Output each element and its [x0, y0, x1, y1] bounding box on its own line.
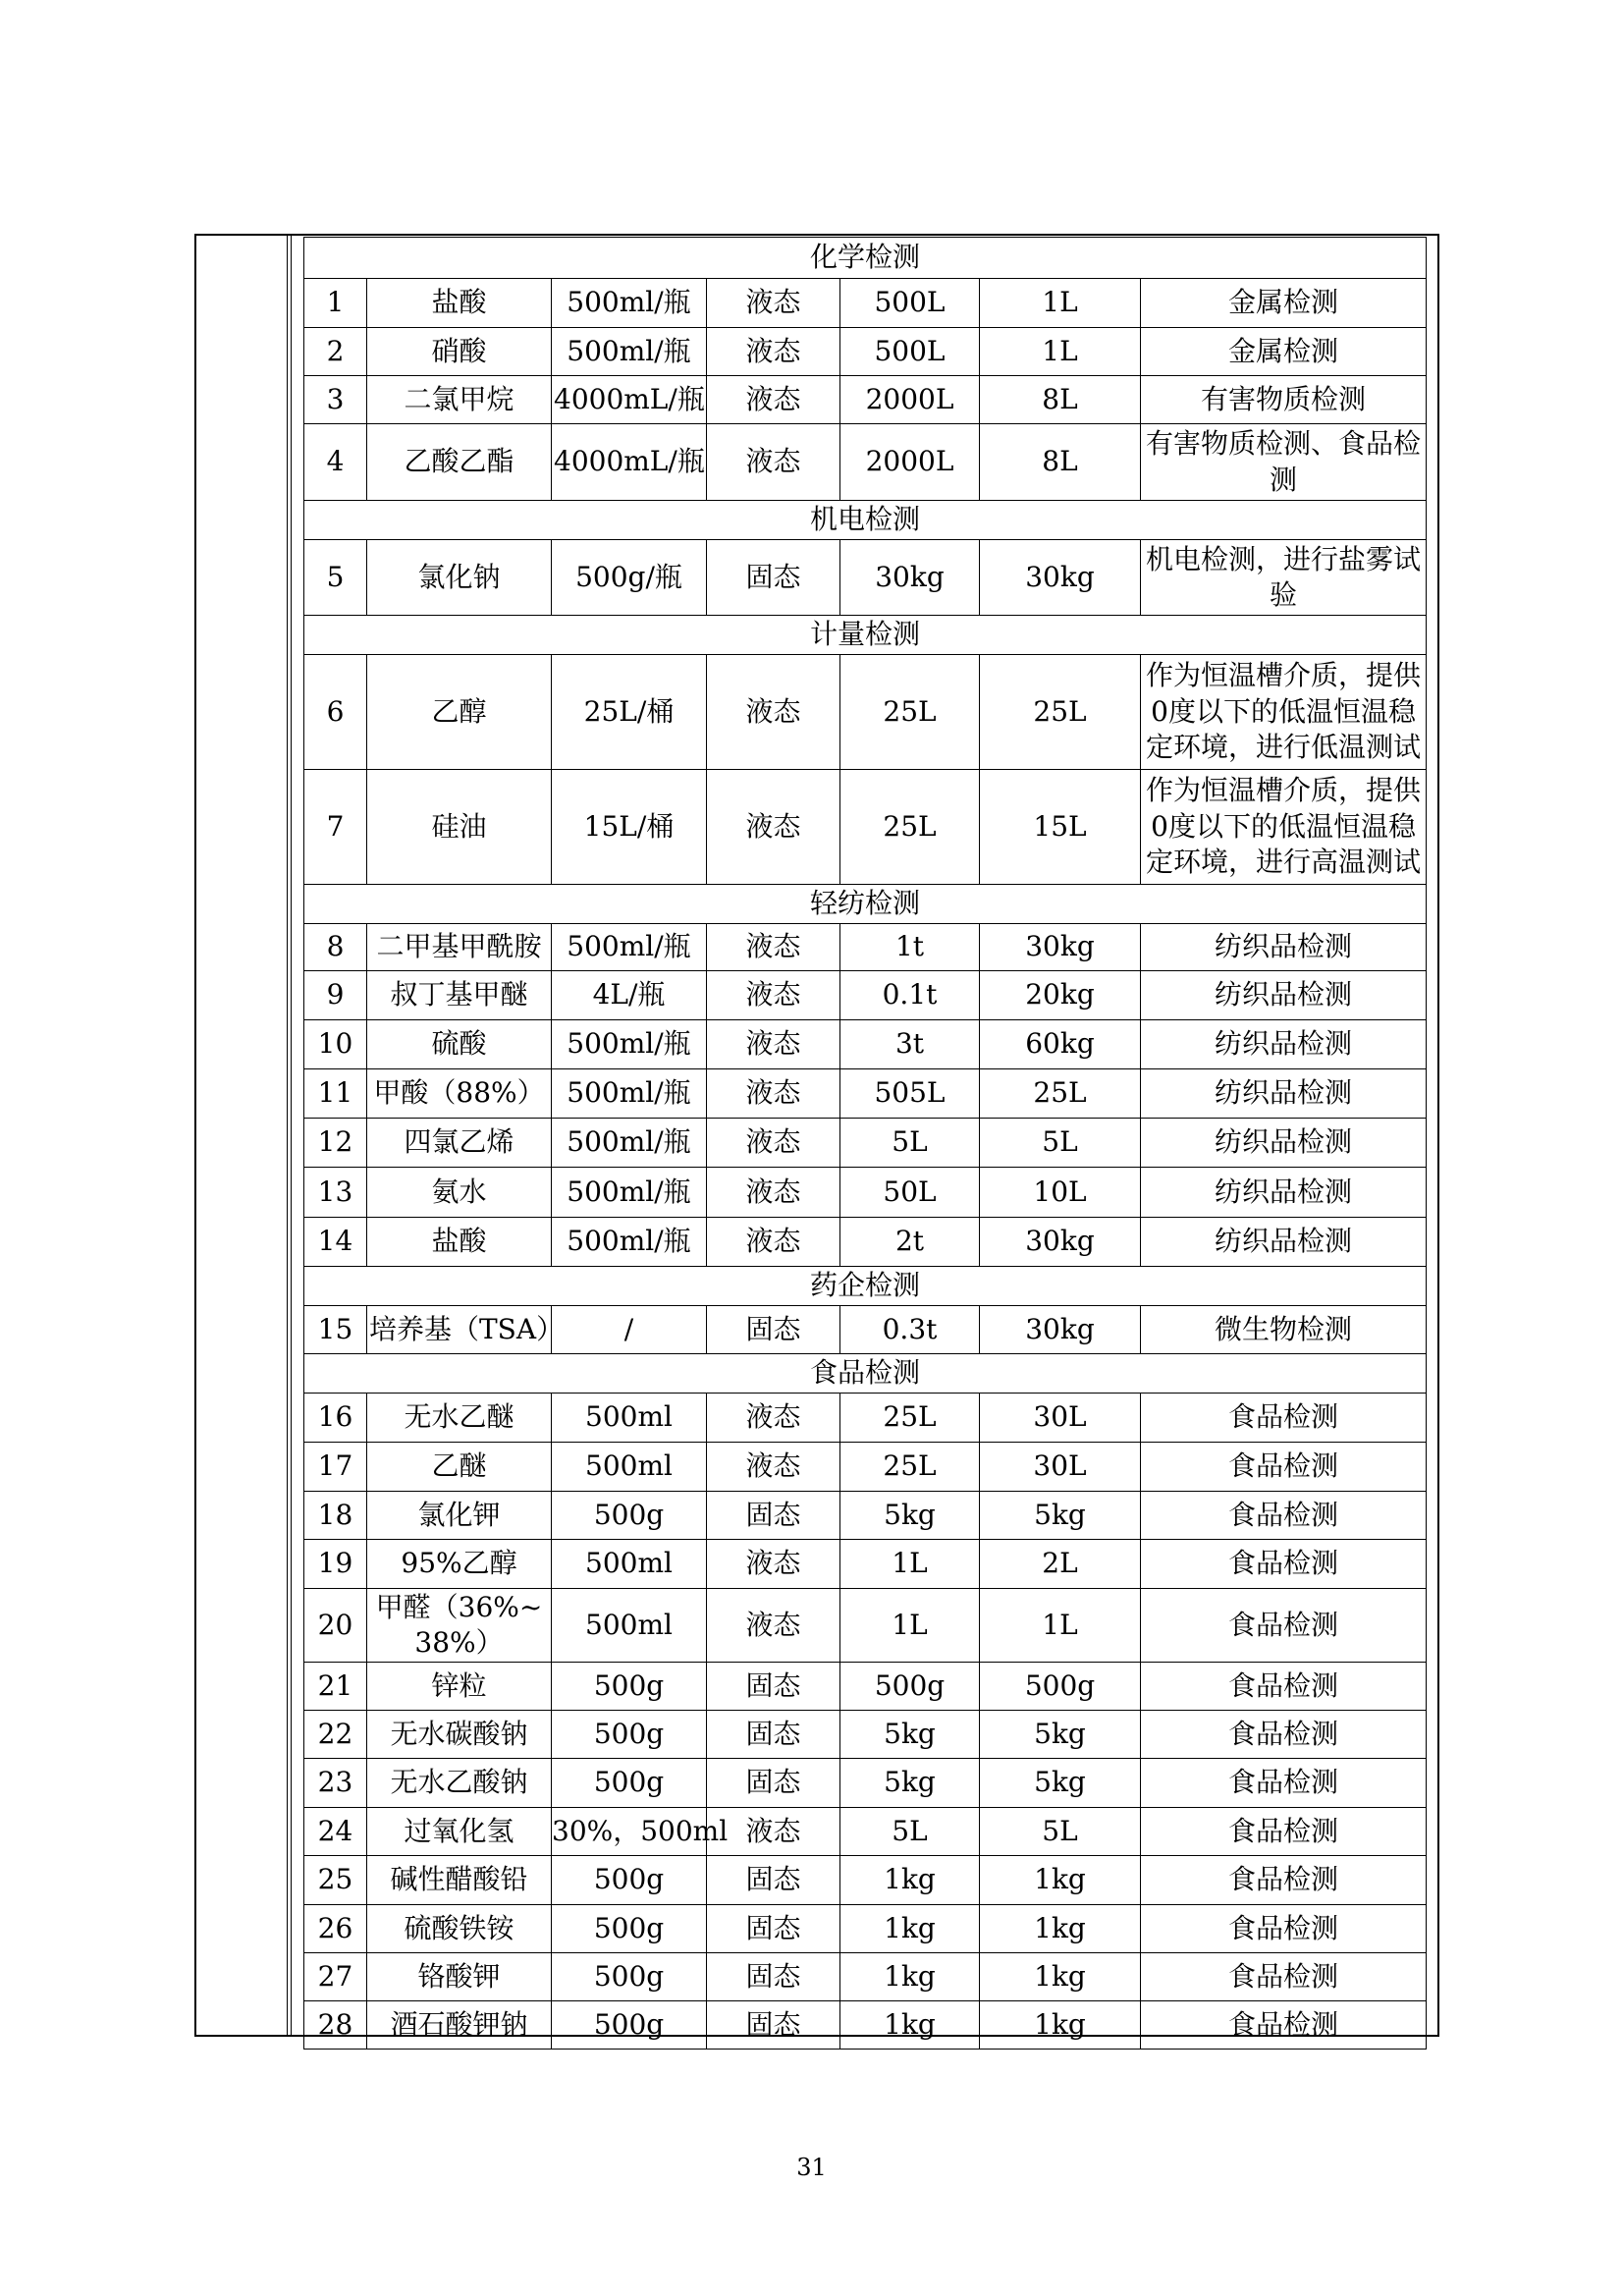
- table-row: [304, 770, 1427, 885]
- physical-state-cell: 液态: [707, 1540, 840, 1589]
- usage-purpose-cell: 食品检测: [1141, 1492, 1427, 1540]
- row-number-cell: 21: [304, 1663, 367, 1711]
- physical-state-cell: 液态: [707, 1119, 840, 1168]
- table-row: [304, 1069, 1427, 1119]
- usage-purpose-cell: 作为恒温槽介质，提供0度以下的低温恒温稳定环境，进行高温测试: [1141, 770, 1427, 885]
- max-storage-cell: 5L: [980, 1808, 1141, 1856]
- usage-purpose-cell: 食品检测: [1141, 1589, 1427, 1663]
- table-row: [304, 1218, 1427, 1267]
- table-row: [304, 1589, 1427, 1663]
- usage-purpose-cell: 纺织品检测: [1141, 1218, 1427, 1267]
- row-number-cell: 14: [304, 1218, 367, 1267]
- row-number-cell: 11: [304, 1069, 367, 1119]
- annual-usage-cell: 1L: [840, 1589, 980, 1663]
- usage-purpose-cell: 食品检测: [1141, 2001, 1427, 2050]
- specification-cell: 500ml/瓶: [552, 1119, 707, 1168]
- row-number-cell: 23: [304, 1759, 367, 1808]
- annual-usage-cell: 1t: [840, 924, 980, 971]
- max-storage-cell: 1L: [980, 279, 1141, 328]
- annual-usage-cell: 5kg: [840, 1492, 980, 1540]
- physical-state-cell: 固态: [707, 1856, 840, 1905]
- row-number-cell: 13: [304, 1168, 367, 1218]
- specification-cell: 500ml/瓶: [552, 328, 707, 376]
- table-row: [304, 1168, 1427, 1218]
- row-number-cell: 27: [304, 1953, 367, 2001]
- specification-cell: 500g: [552, 2001, 707, 2050]
- specification-cell: 500ml: [552, 1540, 707, 1589]
- annual-usage-cell: 1kg: [840, 1905, 980, 1953]
- max-storage-cell: 30kg: [980, 1306, 1141, 1354]
- specification-cell: 15L/桶: [552, 770, 707, 885]
- chemical-name-cell: 氯化钾: [367, 1492, 552, 1540]
- specification-cell: 4L/瓶: [552, 971, 707, 1020]
- annual-usage-cell: 25L: [840, 1394, 980, 1443]
- chemical-name-cell: 二氯甲烷: [367, 376, 552, 424]
- annual-usage-cell: 5kg: [840, 1759, 980, 1808]
- annual-usage-cell: 25L: [840, 655, 980, 770]
- max-storage-cell: 500g: [980, 1663, 1141, 1711]
- specification-cell: 25L/桶: [552, 655, 707, 770]
- physical-state-cell: 液态: [707, 1394, 840, 1443]
- section-header-row: [304, 501, 1427, 540]
- annual-usage-cell: 2t: [840, 1218, 980, 1267]
- physical-state-cell: 液态: [707, 655, 840, 770]
- chemical-name-cell: 无水乙醚: [367, 1394, 552, 1443]
- chemical-name-cell: 甲醛（36%~38%）: [367, 1589, 552, 1663]
- row-number-cell: 15: [304, 1306, 367, 1354]
- chemical-name-cell: 二甲基甲酰胺: [367, 924, 552, 971]
- max-storage-cell: 5kg: [980, 1759, 1141, 1808]
- row-number-cell: 26: [304, 1905, 367, 1953]
- chemical-name-cell: 氯化钠: [367, 540, 552, 616]
- annual-usage-cell: 1kg: [840, 1856, 980, 1905]
- table-row: [304, 2001, 1427, 2050]
- section-header-row: [304, 1354, 1427, 1394]
- chemical-name-cell: 氨水: [367, 1168, 552, 1218]
- specification-cell: 4000mL/瓶: [552, 424, 707, 501]
- usage-purpose-cell: 作为恒温槽介质，提供0度以下的低温恒温稳定环境，进行低温测试: [1141, 655, 1427, 770]
- annual-usage-cell: 2000L: [840, 376, 980, 424]
- table-row: [304, 655, 1427, 770]
- max-storage-cell: 25L: [980, 1069, 1141, 1119]
- row-number-cell: 7: [304, 770, 367, 885]
- physical-state-cell: 固态: [707, 1663, 840, 1711]
- specification-cell: 500ml: [552, 1443, 707, 1492]
- physical-state-cell: 液态: [707, 279, 840, 328]
- section-title: 轻纺检测: [304, 885, 1427, 924]
- row-number-cell: 18: [304, 1492, 367, 1540]
- physical-state-cell: 液态: [707, 1069, 840, 1119]
- row-number-cell: 9: [304, 971, 367, 1020]
- row-number-cell: 6: [304, 655, 367, 770]
- annual-usage-cell: 30kg: [840, 540, 980, 616]
- physical-state-cell: 液态: [707, 1020, 840, 1069]
- table-row: [304, 1663, 1427, 1711]
- annual-usage-cell: 25L: [840, 770, 980, 885]
- usage-purpose-cell: 食品检测: [1141, 1443, 1427, 1492]
- max-storage-cell: 5kg: [980, 1711, 1141, 1759]
- annual-usage-cell: 0.3t: [840, 1306, 980, 1354]
- table-row: [304, 1905, 1427, 1953]
- specification-cell: 500ml/瓶: [552, 1069, 707, 1119]
- section-title: 机电检测: [304, 501, 1427, 540]
- table-row: [304, 540, 1427, 616]
- max-storage-cell: 1kg: [980, 1856, 1141, 1905]
- chemical-name-cell: 硫酸: [367, 1020, 552, 1069]
- table-row: [304, 1492, 1427, 1540]
- max-storage-cell: 60kg: [980, 1020, 1141, 1069]
- chemical-name-cell: 硅油: [367, 770, 552, 885]
- physical-state-cell: 液态: [707, 1168, 840, 1218]
- physical-state-cell: 液态: [707, 1808, 840, 1856]
- table-row: [304, 1119, 1427, 1168]
- usage-purpose-cell: 纺织品检测: [1141, 971, 1427, 1020]
- row-number-cell: 28: [304, 2001, 367, 2050]
- chemical-name-cell: 硫酸铁铵: [367, 1905, 552, 1953]
- table-row: [304, 1020, 1427, 1069]
- specification-cell: /: [552, 1306, 707, 1354]
- usage-purpose-cell: 金属检测: [1141, 328, 1427, 376]
- usage-purpose-cell: 食品检测: [1141, 1759, 1427, 1808]
- max-storage-cell: 15L: [980, 770, 1141, 885]
- max-storage-cell: 25L: [980, 655, 1141, 770]
- section-header-row: [304, 238, 1427, 279]
- usage-purpose-cell: 机电检测，进行盐雾试验: [1141, 540, 1427, 616]
- annual-usage-cell: 5L: [840, 1808, 980, 1856]
- max-storage-cell: 1kg: [980, 1905, 1141, 1953]
- chemical-name-cell: 无水乙酸钠: [367, 1759, 552, 1808]
- specification-cell: 500ml/瓶: [552, 279, 707, 328]
- row-number-cell: 19: [304, 1540, 367, 1589]
- section-header-row: [304, 616, 1427, 655]
- annual-usage-cell: 505L: [840, 1069, 980, 1119]
- usage-purpose-cell: 纺织品检测: [1141, 1168, 1427, 1218]
- max-storage-cell: 30kg: [980, 1218, 1141, 1267]
- specification-cell: 500ml/瓶: [552, 1218, 707, 1267]
- annual-usage-cell: 0.1t: [840, 971, 980, 1020]
- specification-cell: 500g: [552, 1663, 707, 1711]
- section-header-row: [304, 1267, 1427, 1306]
- row-number-cell: 8: [304, 924, 367, 971]
- max-storage-cell: 30kg: [980, 924, 1141, 971]
- usage-purpose-cell: 食品检测: [1141, 1905, 1427, 1953]
- chemical-name-cell: 盐酸: [367, 1218, 552, 1267]
- max-storage-cell: 8L: [980, 424, 1141, 501]
- chemical-name-cell: 酒石酸钾钠: [367, 2001, 552, 2050]
- row-number-cell: 20: [304, 1589, 367, 1663]
- table-row: [304, 1759, 1427, 1808]
- annual-usage-cell: 500L: [840, 279, 980, 328]
- max-storage-cell: 30kg: [980, 540, 1141, 616]
- chemical-name-cell: 过氧化氢: [367, 1808, 552, 1856]
- physical-state-cell: 液态: [707, 971, 840, 1020]
- usage-purpose-cell: 纺织品检测: [1141, 1119, 1427, 1168]
- specification-cell: 500ml: [552, 1589, 707, 1663]
- row-number-cell: 4: [304, 424, 367, 501]
- section-title: 计量检测: [304, 616, 1427, 655]
- annual-usage-cell: 500L: [840, 328, 980, 376]
- row-number-cell: 1: [304, 279, 367, 328]
- row-number-cell: 24: [304, 1808, 367, 1856]
- section-title: 食品检测: [304, 1354, 1427, 1394]
- physical-state-cell: 液态: [707, 1589, 840, 1663]
- physical-state-cell: 固态: [707, 540, 840, 616]
- chemicals-table: [303, 237, 1427, 2050]
- max-storage-cell: 1L: [980, 328, 1141, 376]
- usage-purpose-cell: 有害物质检测、食品检测: [1141, 424, 1427, 501]
- physical-state-cell: 固态: [707, 1492, 840, 1540]
- table-row: [304, 924, 1427, 971]
- chemical-name-cell: 锌粒: [367, 1663, 552, 1711]
- section-title: 药企检测: [304, 1267, 1427, 1306]
- chemical-name-cell: 盐酸: [367, 279, 552, 328]
- row-number-cell: 17: [304, 1443, 367, 1492]
- max-storage-cell: 10L: [980, 1168, 1141, 1218]
- annual-usage-cell: 500g: [840, 1663, 980, 1711]
- usage-purpose-cell: 纺织品检测: [1141, 1069, 1427, 1119]
- specification-cell: 500g: [552, 1759, 707, 1808]
- physical-state-cell: 固态: [707, 1306, 840, 1354]
- chemical-name-cell: 乙酸乙酯: [367, 424, 552, 501]
- specification-cell: 500ml/瓶: [552, 1168, 707, 1218]
- row-number-cell: 5: [304, 540, 367, 616]
- usage-purpose-cell: 食品检测: [1141, 1711, 1427, 1759]
- row-number-cell: 25: [304, 1856, 367, 1905]
- table-row: [304, 424, 1427, 501]
- max-storage-cell: 5kg: [980, 1492, 1141, 1540]
- specification-cell: 30%，500ml: [552, 1808, 707, 1856]
- specification-cell: 4000mL/瓶: [552, 376, 707, 424]
- specification-cell: 500g: [552, 1905, 707, 1953]
- chemical-name-cell: 甲酸（88%）: [367, 1069, 552, 1119]
- row-number-cell: 10: [304, 1020, 367, 1069]
- max-storage-cell: 5L: [980, 1119, 1141, 1168]
- max-storage-cell: 20kg: [980, 971, 1141, 1020]
- physical-state-cell: 固态: [707, 1953, 840, 2001]
- chemical-name-cell: 培养基（TSA）: [367, 1306, 552, 1354]
- usage-purpose-cell: 食品检测: [1141, 1856, 1427, 1905]
- max-storage-cell: 1kg: [980, 1953, 1141, 2001]
- usage-purpose-cell: 金属检测: [1141, 279, 1427, 328]
- chemical-name-cell: 95%乙醇: [367, 1540, 552, 1589]
- table-row: [304, 971, 1427, 1020]
- max-storage-cell: 1L: [980, 1589, 1141, 1663]
- physical-state-cell: 液态: [707, 924, 840, 971]
- physical-state-cell: 固态: [707, 1759, 840, 1808]
- max-storage-cell: 2L: [980, 1540, 1141, 1589]
- usage-purpose-cell: 食品检测: [1141, 1808, 1427, 1856]
- chemical-name-cell: 碱性醋酸铅: [367, 1856, 552, 1905]
- table-row: [304, 279, 1427, 328]
- max-storage-cell: 1kg: [980, 2001, 1141, 2050]
- table-row: [304, 1711, 1427, 1759]
- physical-state-cell: 固态: [707, 2001, 840, 2050]
- max-storage-cell: 30L: [980, 1443, 1141, 1492]
- chemical-name-cell: 铬酸钾: [367, 1953, 552, 2001]
- specification-cell: 500g/瓶: [552, 540, 707, 616]
- section-header-row: [304, 885, 1427, 924]
- table-row: [304, 1306, 1427, 1354]
- physical-state-cell: 固态: [707, 1711, 840, 1759]
- annual-usage-cell: 25L: [840, 1443, 980, 1492]
- usage-purpose-cell: 食品检测: [1141, 1394, 1427, 1443]
- specification-cell: 500ml: [552, 1394, 707, 1443]
- specification-cell: 500g: [552, 1856, 707, 1905]
- physical-state-cell: 液态: [707, 376, 840, 424]
- outer-column-divider-2: [291, 236, 292, 2035]
- specification-cell: 500ml/瓶: [552, 1020, 707, 1069]
- table-row: [304, 1856, 1427, 1905]
- physical-state-cell: 液态: [707, 1443, 840, 1492]
- usage-purpose-cell: 食品检测: [1141, 1540, 1427, 1589]
- row-number-cell: 3: [304, 376, 367, 424]
- annual-usage-cell: 5kg: [840, 1711, 980, 1759]
- section-title: 化学检测: [304, 238, 1427, 279]
- chemical-name-cell: 叔丁基甲醚: [367, 971, 552, 1020]
- annual-usage-cell: 5L: [840, 1119, 980, 1168]
- table-row: [304, 328, 1427, 376]
- usage-purpose-cell: 食品检测: [1141, 1663, 1427, 1711]
- chemical-name-cell: 乙醚: [367, 1443, 552, 1492]
- table-row: [304, 1808, 1427, 1856]
- table-row: [304, 1953, 1427, 2001]
- chemical-name-cell: 硝酸: [367, 328, 552, 376]
- page-number: 31: [796, 2154, 827, 2181]
- physical-state-cell: 液态: [707, 770, 840, 885]
- usage-purpose-cell: 有害物质检测: [1141, 376, 1427, 424]
- row-number-cell: 22: [304, 1711, 367, 1759]
- chemical-name-cell: 无水碳酸钠: [367, 1711, 552, 1759]
- specification-cell: 500g: [552, 1711, 707, 1759]
- outer-column-divider-1: [287, 236, 288, 2035]
- annual-usage-cell: 1kg: [840, 2001, 980, 2050]
- physical-state-cell: 液态: [707, 1218, 840, 1267]
- usage-purpose-cell: 纺织品检测: [1141, 1020, 1427, 1069]
- annual-usage-cell: 2000L: [840, 424, 980, 501]
- physical-state-cell: 固态: [707, 1905, 840, 1953]
- row-number-cell: 12: [304, 1119, 367, 1168]
- annual-usage-cell: 1kg: [840, 1953, 980, 2001]
- table-row: [304, 1394, 1427, 1443]
- chemical-name-cell: 乙醇: [367, 655, 552, 770]
- row-number-cell: 2: [304, 328, 367, 376]
- specification-cell: 500g: [552, 1492, 707, 1540]
- row-number-cell: 16: [304, 1394, 367, 1443]
- chemical-name-cell: 四氯乙烯: [367, 1119, 552, 1168]
- table-row: [304, 1540, 1427, 1589]
- annual-usage-cell: 1L: [840, 1540, 980, 1589]
- table-row: [304, 1443, 1427, 1492]
- table-row: [304, 376, 1427, 424]
- usage-purpose-cell: 微生物检测: [1141, 1306, 1427, 1354]
- physical-state-cell: 液态: [707, 328, 840, 376]
- max-storage-cell: 8L: [980, 376, 1141, 424]
- specification-cell: 500ml/瓶: [552, 924, 707, 971]
- annual-usage-cell: 50L: [840, 1168, 980, 1218]
- usage-purpose-cell: 食品检测: [1141, 1953, 1427, 2001]
- physical-state-cell: 液态: [707, 424, 840, 501]
- usage-purpose-cell: 纺织品检测: [1141, 924, 1427, 971]
- max-storage-cell: 30L: [980, 1394, 1141, 1443]
- specification-cell: 500g: [552, 1953, 707, 2001]
- annual-usage-cell: 3t: [840, 1020, 980, 1069]
